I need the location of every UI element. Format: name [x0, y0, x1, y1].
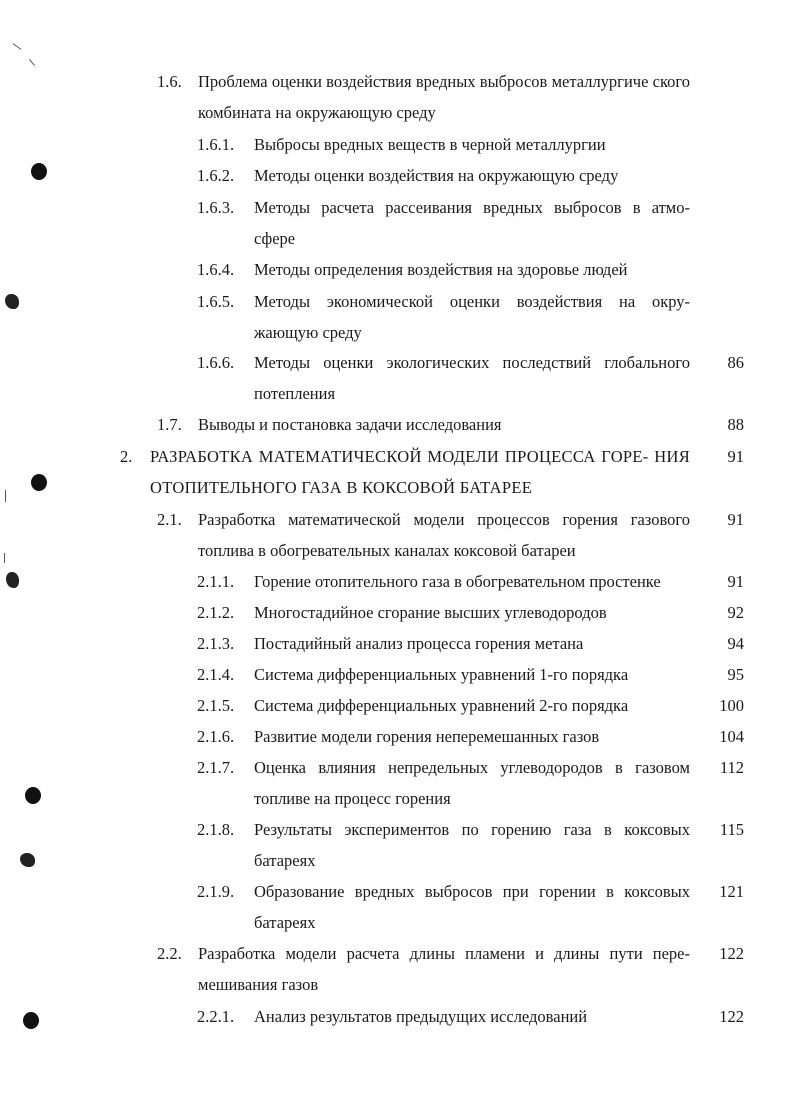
- toc-page-number: 115: [719, 820, 744, 839]
- toc-entry-number: 2.1.3.: [197, 634, 235, 653]
- toc-entry-number: 1.6.3.: [197, 198, 235, 217]
- toc-entry-title: Методы определения воздействия на здоровье людей: [254, 260, 628, 279]
- toc-entry-title: Образование вредных выбросов при горении в коксовых батареях: [254, 882, 690, 932]
- toc-page-number: 104: [719, 727, 744, 746]
- toc-entry-title: Результаты экспериментов по горению газа в коксовых батареях: [254, 820, 690, 870]
- toc-entry-title: Разработка математической модели процессов горения газового топлива в обогревательных каналах коксовой батареи: [198, 510, 690, 560]
- scan-mark-4: [29, 59, 35, 66]
- toc-entry-number: 2.1.7.: [197, 758, 235, 777]
- toc-entry-title: Методы оценки воздействия на окружающую среду: [254, 166, 619, 185]
- toc-entry-title: Методы экономической оценки воздействия на окру- жающую среду: [254, 292, 690, 342]
- binder-hole-4: [23, 1012, 39, 1029]
- toc-page-number: 86: [727, 353, 744, 372]
- toc-page-number: 112: [719, 758, 744, 777]
- toc-entry-number: 1.6.4.: [197, 260, 235, 279]
- toc-entry-number: 2.1.2.: [197, 603, 235, 622]
- toc-page-number: 122: [719, 944, 744, 963]
- toc-entry-number: 2.1.1.: [197, 572, 235, 591]
- toc-entry-title: Разработка модели расчета длины пламени и длины пути пере- мешивания газов: [198, 944, 690, 994]
- binder-hole-1: [31, 163, 47, 180]
- toc-entry-title: РАЗРАБОТКА МАТЕМАТИЧЕСКОЙ МОДЕЛИ ПРОЦЕССА ГОРЕ- НИЯ ОТОПИТЕЛЬНОГО ГАЗА В КОКСОВОЙ БАТАРЕЕ: [150, 447, 690, 497]
- toc-page-number: 100: [719, 696, 744, 715]
- toc-entry-number: 2.1.6.: [197, 727, 235, 746]
- toc-entry-number: 2.1.4.: [197, 665, 235, 684]
- toc-entry-title: Проблема оценки воздействия вредных выбросов металлургиче ского комбината на окружающую среду: [198, 72, 690, 122]
- binder-hole-3: [25, 787, 41, 804]
- toc-entry-title: Развитие модели горения неперемешанных газов: [254, 727, 600, 746]
- toc-entry-title: Выводы и постановка задачи исследования: [198, 415, 502, 434]
- scan-mark-3: [13, 43, 22, 50]
- toc-entry-title: Постадийный анализ процесса горения метана: [254, 634, 584, 653]
- toc-entry-title: Оценка влияния непредельных углеводородов в газовом топливе на процесс горения: [254, 758, 690, 808]
- toc-entry-number: 2.1.: [157, 510, 182, 529]
- binder-hole-2: [31, 474, 47, 491]
- toc-entry-number: 1.6.6.: [197, 353, 235, 372]
- scan-mark-1: [5, 490, 6, 502]
- toc-entry-title: Методы оценки экологических последствий глобального потепления: [254, 353, 690, 403]
- toc-entry-number: 1.6.: [157, 72, 182, 91]
- scan-mark-2: [4, 553, 5, 563]
- toc-entry-title: Многостадийное сгорание высших углеводородов: [254, 603, 607, 622]
- ink-blot-2: [6, 572, 19, 588]
- toc-entry-title: Анализ результатов предыдущих исследований: [254, 1007, 588, 1026]
- toc-entry-title: Система дифференциальных уравнений 2-го порядка: [254, 696, 629, 715]
- toc-page-number: 92: [727, 603, 744, 622]
- toc-entry-number: 2.1.5.: [197, 696, 235, 715]
- toc-page-number: 122: [719, 1007, 744, 1026]
- toc-page-number: 121: [719, 882, 744, 901]
- toc-entry-number: 1.7.: [157, 415, 182, 434]
- ink-blot-3: [20, 853, 35, 867]
- ink-blot-1: [5, 294, 19, 309]
- toc-entry-number: 2.2.: [157, 944, 182, 963]
- toc-entry-number: 1.6.1.: [197, 135, 235, 154]
- toc-entry-number: 1.6.5.: [197, 292, 235, 311]
- toc-entry-title: Методы расчета рассеивания вредных выбросов в атмо- сфере: [254, 198, 690, 248]
- toc-page-number: 95: [727, 665, 744, 684]
- toc-entry-number: 1.6.2.: [197, 166, 235, 185]
- toc-page-number: 91: [727, 510, 744, 529]
- toc-page-number: 91: [727, 447, 744, 466]
- toc-entry-number: 2.: [120, 447, 133, 466]
- toc-entry-number: 2.1.9.: [197, 882, 235, 901]
- toc-entry-title: Выбросы вредных веществ в черной металлургии: [254, 135, 606, 154]
- toc-page-number: 91: [727, 572, 744, 591]
- toc-entry-title: Горение отопительного газа в обогревательном простенке: [254, 572, 661, 591]
- toc-page-number: 94: [727, 634, 744, 653]
- toc-page-number: 88: [727, 415, 744, 434]
- toc-entry-number: 2.2.1.: [197, 1007, 235, 1026]
- toc-entry-title: Система дифференциальных уравнений 1-го порядка: [254, 665, 629, 684]
- toc-entry-number: 2.1.8.: [197, 820, 235, 839]
